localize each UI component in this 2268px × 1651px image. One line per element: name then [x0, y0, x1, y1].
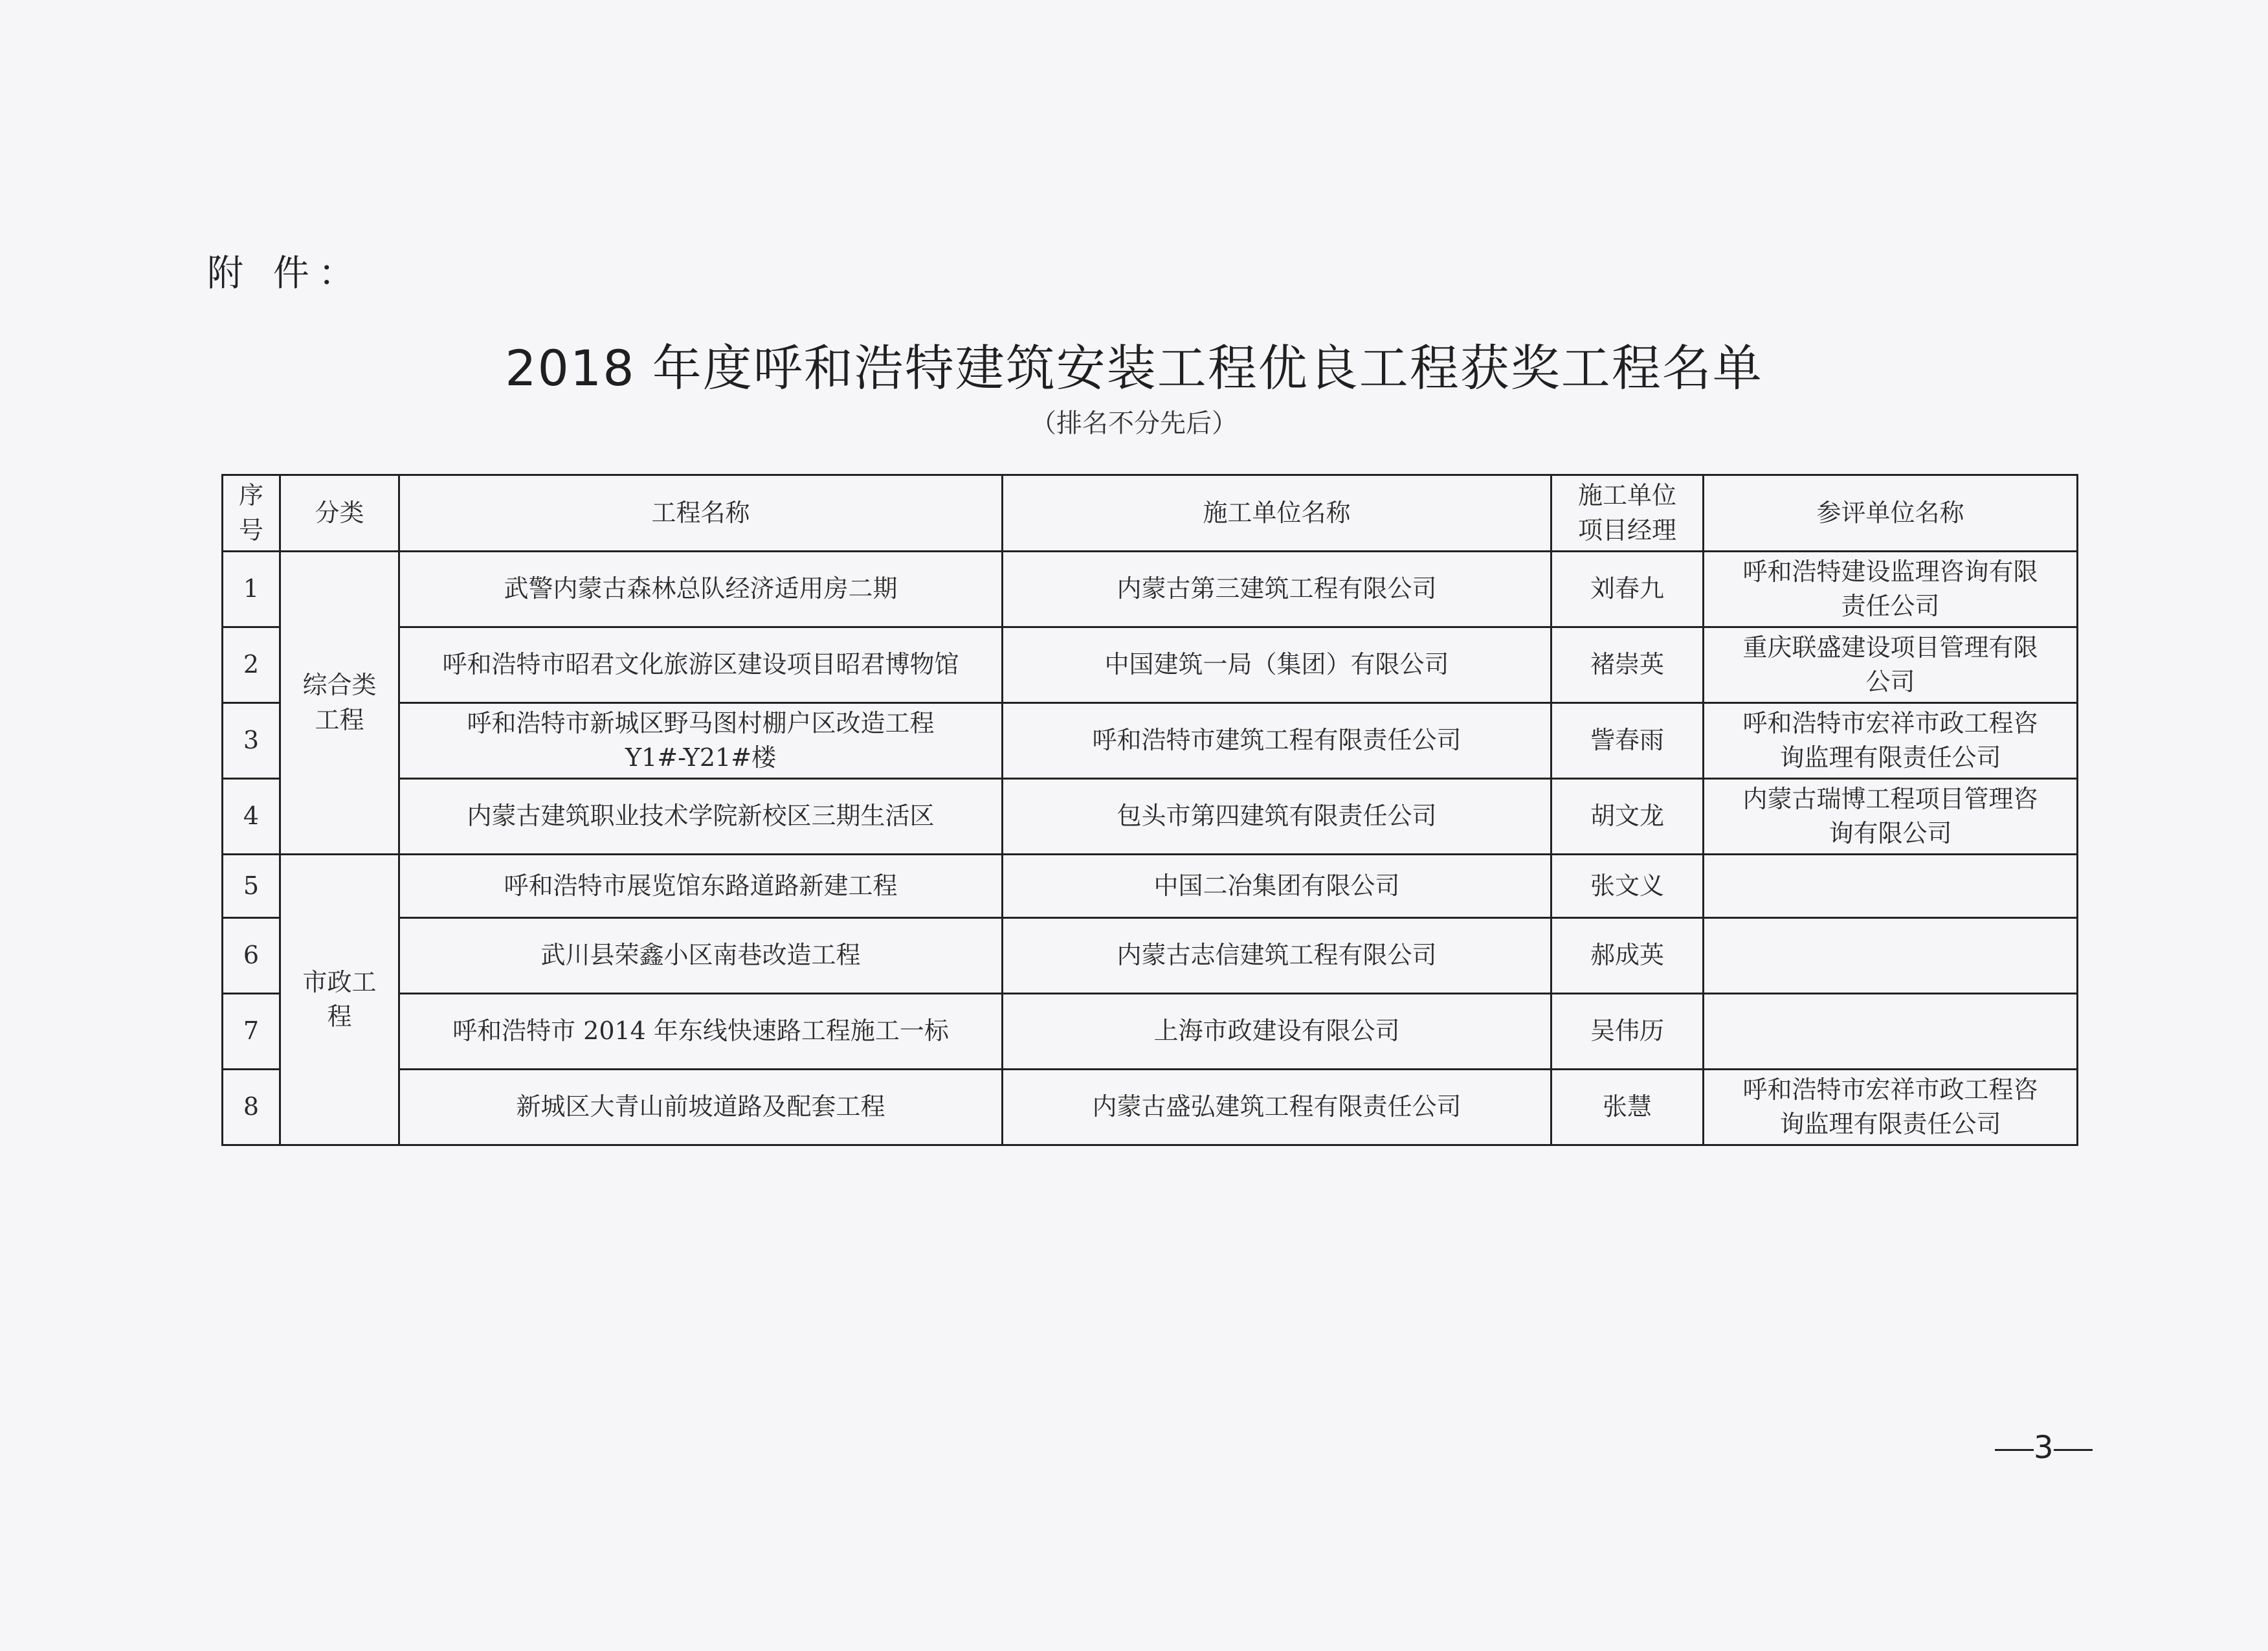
evaluator-line-2: 询监理有限责任公司	[1779, 743, 2001, 772]
cell-category-municipal	[280, 855, 399, 1145]
page-number-dash-right	[2054, 1449, 2093, 1451]
cell-no: 4	[223, 779, 280, 855]
project-line-1: 新城区大青山前坡道路及配套工程	[516, 1092, 885, 1121]
header-category: 分类	[280, 475, 399, 552]
awards-table	[221, 474, 2078, 1146]
cell-contractor: 内蒙古第三建筑工程有限公司	[1003, 552, 1551, 627]
header-no-line-2: 号	[238, 515, 263, 545]
cell-contractor: 内蒙古盛弘建筑工程有限责任公司	[1003, 1070, 1551, 1145]
cell-no: 8	[223, 1070, 280, 1145]
cell-no: 7	[223, 994, 280, 1070]
cell-contractor: 包头市第四建筑有限责任公司	[1003, 779, 1551, 855]
cell-project	[399, 627, 1003, 703]
cell-no: 2	[223, 627, 280, 703]
table-row	[223, 918, 2078, 994]
table-row	[223, 627, 2078, 703]
cell-project	[399, 779, 1003, 855]
cell-manager: 郝成英	[1551, 918, 1704, 994]
table-row	[223, 703, 2078, 779]
page-number-value: 3	[2034, 1430, 2054, 1466]
cell-no: 1	[223, 552, 280, 627]
cell-no: 6	[223, 918, 280, 994]
evaluator-line-2: 公司	[1865, 668, 1915, 696]
evaluator-line-1: 内蒙古瑞博工程项目管理咨	[1742, 784, 2038, 813]
evaluator-line-1: 呼和浩特市宏祥市政工程咨	[1742, 708, 2038, 737]
evaluator-line-2: 责任公司	[1841, 592, 1940, 620]
project-line-2: Y1#-Y21#楼	[625, 743, 777, 772]
cell-evaluator	[1704, 994, 2078, 1070]
category-line-1: 市政工	[302, 967, 377, 996]
cell-evaluator	[1704, 552, 2078, 627]
page-number-dash-left	[1995, 1449, 2034, 1451]
evaluator-line-1: 呼和浩特建设监理咨询有限	[1742, 557, 2038, 586]
attachment-label: 附 件：	[207, 253, 364, 295]
cell-manager: 褚崇英	[1551, 627, 1704, 703]
cell-evaluator	[1704, 855, 2078, 918]
category-line-1: 综合类	[302, 671, 377, 700]
cell-evaluator	[1704, 918, 2078, 994]
header-manager-line-1: 施工单位	[1577, 481, 1676, 510]
cell-contractor: 上海市政建设有限公司	[1003, 994, 1551, 1070]
cell-manager: 胡文龙	[1551, 779, 1704, 855]
cell-contractor: 中国建筑一局（集团）有限公司	[1003, 627, 1551, 703]
header-no	[223, 475, 280, 552]
cell-manager: 刘春九	[1551, 552, 1704, 627]
header-project-name: 工程名称	[399, 475, 1003, 552]
cell-project	[399, 703, 1003, 779]
cell-project	[399, 994, 1003, 1070]
cell-evaluator	[1704, 703, 2078, 779]
project-line-1: 内蒙古建筑职业技术学院新校区三期生活区	[467, 802, 935, 831]
header-manager-line-2: 项目经理	[1577, 515, 1676, 545]
cell-evaluator	[1704, 1070, 2078, 1145]
cell-no: 5	[223, 855, 280, 918]
table-row	[223, 779, 2078, 855]
project-line-1: 呼和浩特市展览馆东路道路新建工程	[504, 871, 898, 900]
document-subtitle: （排名不分先后）	[1030, 409, 1238, 438]
cell-no: 3	[223, 703, 280, 779]
header-manager	[1551, 475, 1704, 552]
header-no-line-1: 序	[238, 481, 263, 510]
table-header-row	[223, 475, 2078, 552]
project-line-1: 呼和浩特市新城区野马图村棚户区改造工程	[467, 708, 935, 737]
cell-manager: 吴伟历	[1551, 994, 1704, 1070]
cell-project	[399, 918, 1003, 994]
project-line-1: 呼和浩特市昭君文化旅游区建设项目昭君博物馆	[442, 650, 959, 679]
evaluator-line-2: 询监理有限责任公司	[1779, 1110, 2001, 1138]
cell-project	[399, 855, 1003, 918]
header-evaluator: 参评单位名称	[1704, 475, 2078, 552]
cell-contractor: 呼和浩特市建筑工程有限责任公司	[1003, 703, 1551, 779]
category-line-2: 工程	[315, 705, 364, 734]
cell-category-general	[280, 552, 399, 855]
document-title: 2018 年度呼和浩特建筑安装工程优良工程获奖工程名单	[505, 339, 1763, 397]
cell-contractor: 中国二冶集团有限公司	[1003, 855, 1551, 918]
table-row	[223, 855, 2078, 918]
project-line-1: 呼和浩特市 2014 年东线快速路工程施工一标	[452, 1016, 949, 1046]
table-row	[223, 1070, 2078, 1145]
cell-manager: 张慧	[1551, 1070, 1704, 1145]
page-number	[1995, 1430, 2093, 1466]
category-line-2: 程	[327, 1002, 352, 1031]
cell-manager: 訾春雨	[1551, 703, 1704, 779]
project-line-1: 武川县荣鑫小区南巷改造工程	[540, 941, 861, 970]
evaluator-line-1: 重庆联盛建设项目管理有限	[1742, 633, 2038, 662]
cell-evaluator	[1704, 779, 2078, 855]
project-line-1: 武警内蒙古森林总队经济适用房二期	[504, 574, 898, 603]
cell-project	[399, 552, 1003, 627]
header-contractor: 施工单位名称	[1003, 475, 1551, 552]
cell-project	[399, 1070, 1003, 1145]
table-row	[223, 552, 2078, 627]
evaluator-line-2: 询有限公司	[1829, 819, 1952, 848]
evaluator-line-1: 呼和浩特市宏祥市政工程咨	[1742, 1075, 2038, 1104]
table-row	[223, 994, 2078, 1070]
cell-manager: 张文义	[1551, 855, 1704, 918]
cell-evaluator	[1704, 627, 2078, 703]
cell-contractor: 内蒙古志信建筑工程有限公司	[1003, 918, 1551, 994]
